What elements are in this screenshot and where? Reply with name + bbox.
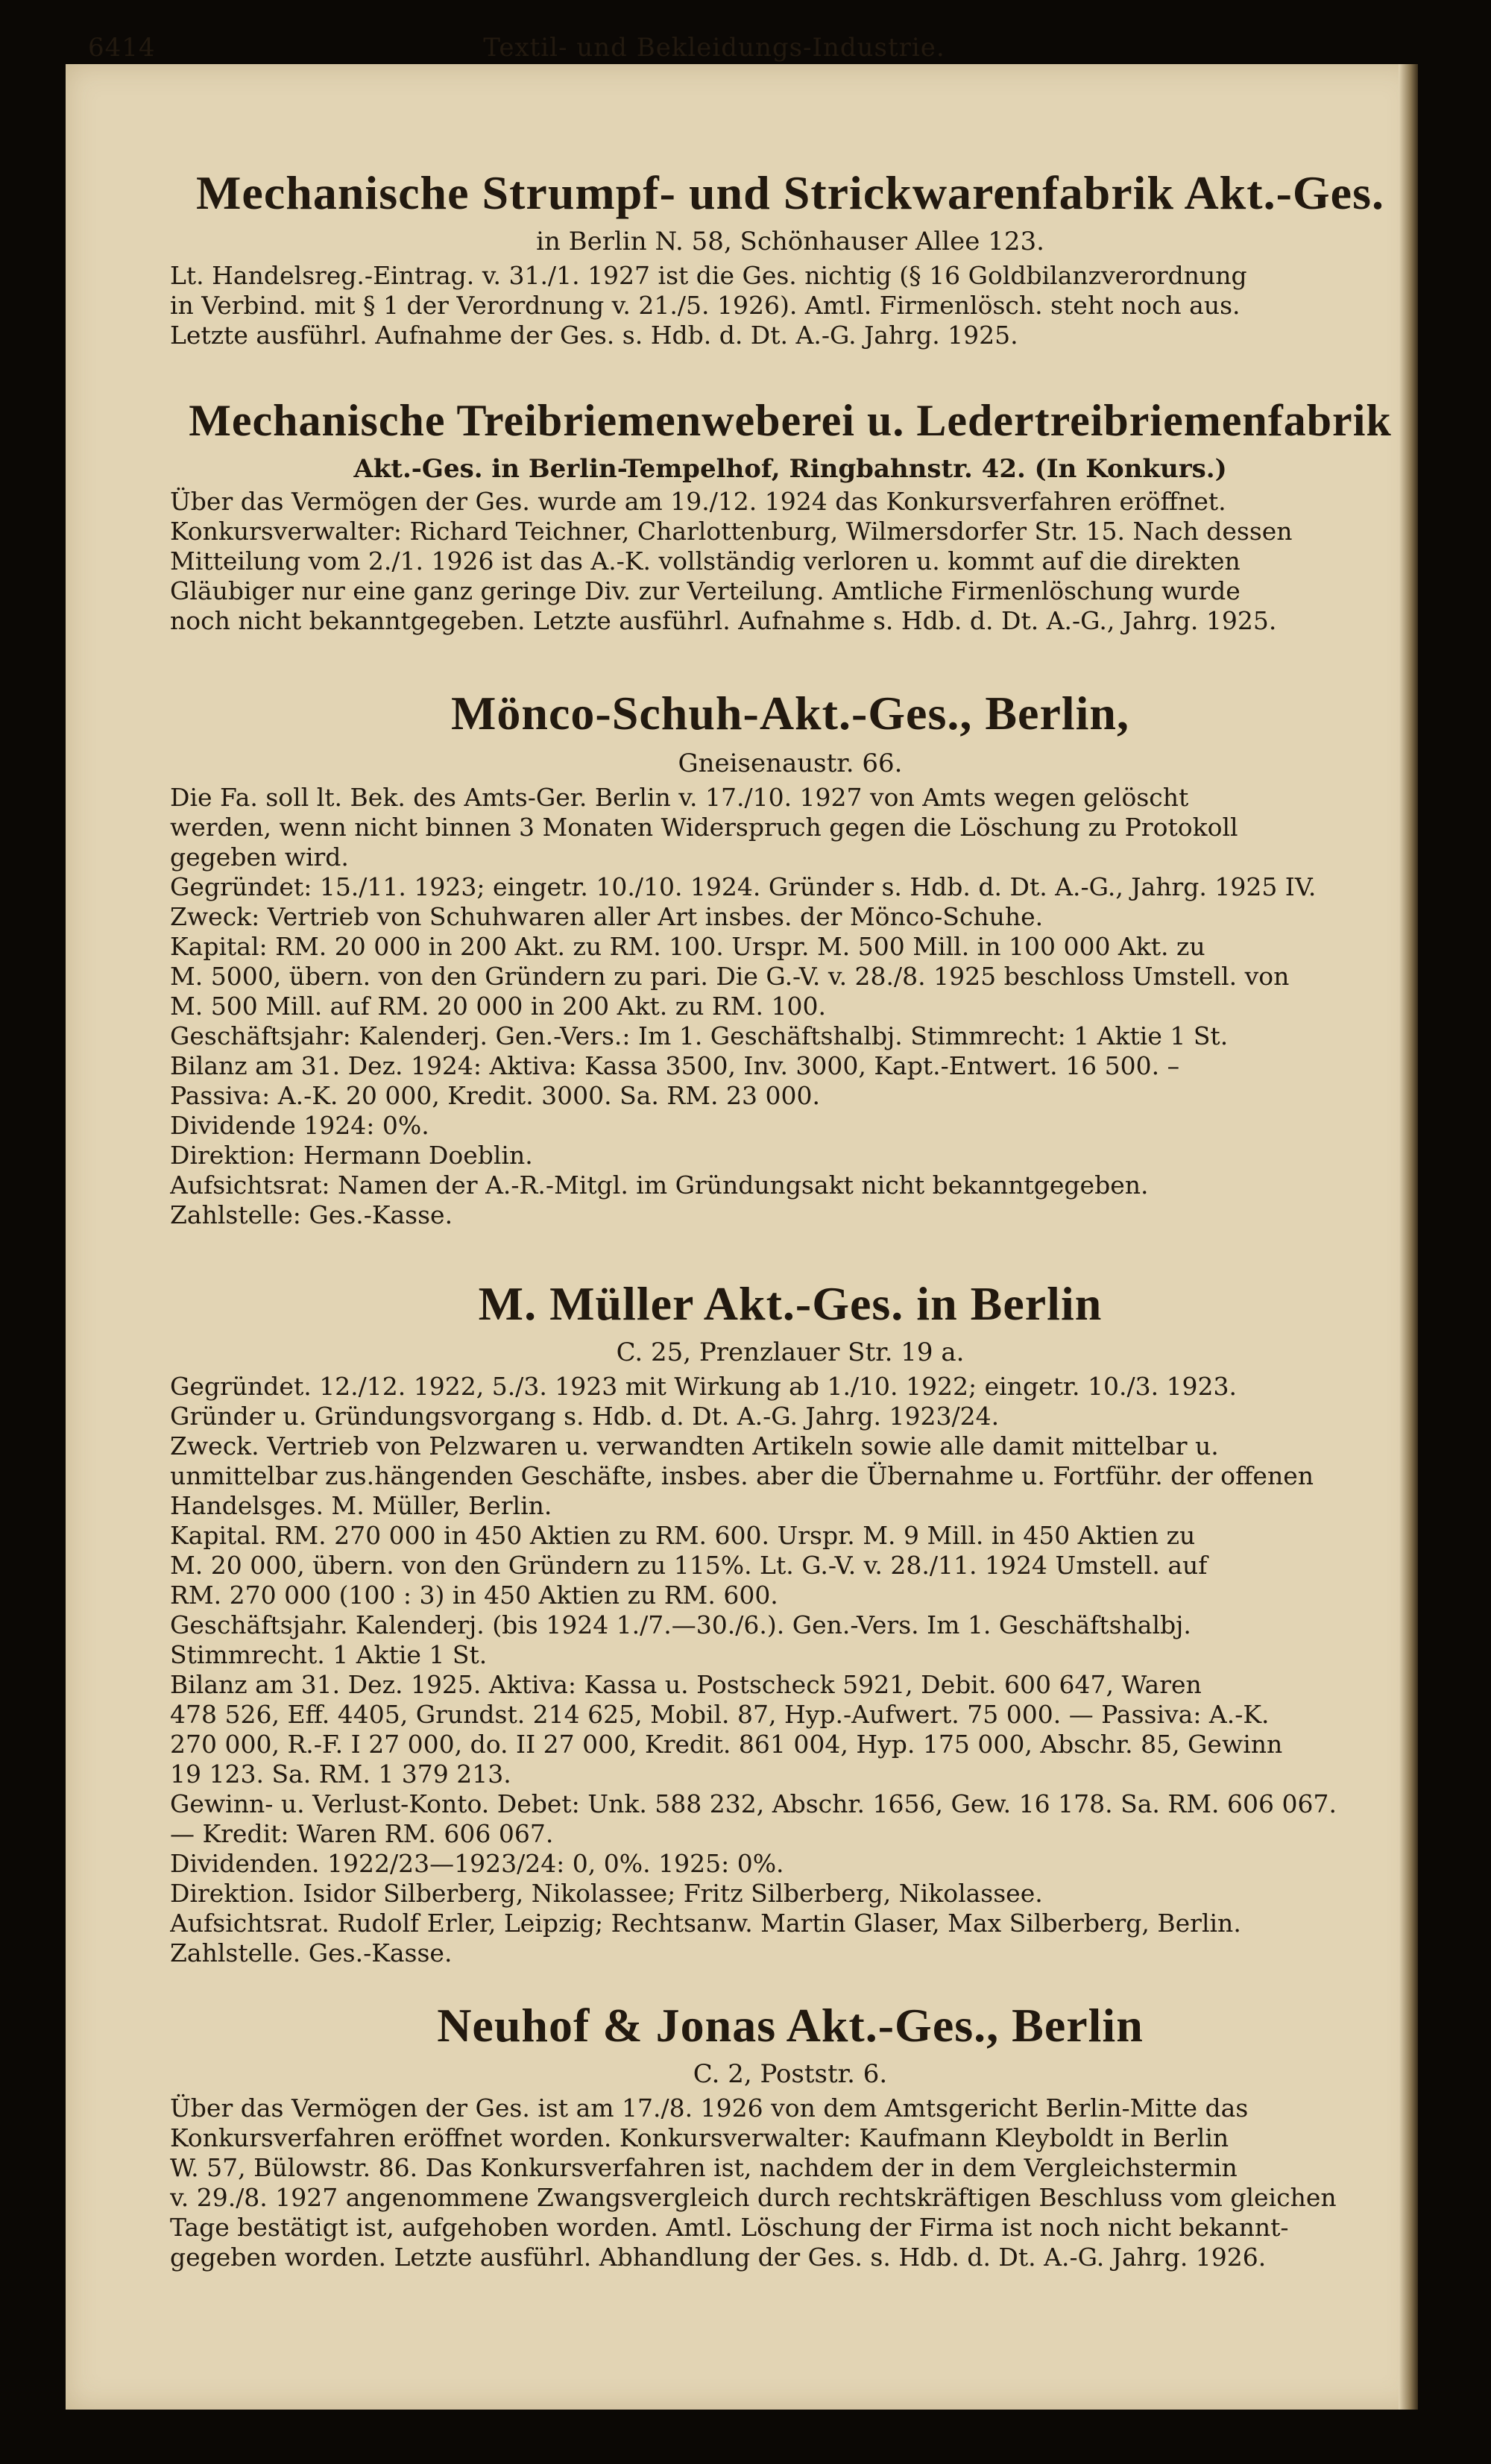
body-line: v. 29./8. 1927 angenommene Zwangsvergleich durch rechtskräftigen Beschluss vom gleichen (170, 2183, 1337, 2212)
body-line: Gegründet. 12./12. 1922, 5./3. 1923 mit Wirkung ab 1./10. 1922; eingetr. 10./3. 1923. (170, 1372, 1238, 1401)
body-line: Konkursverfahren eröffnet worden. Konkursverwalter: Kaufmann Kleyboldt in Berlin (170, 2123, 1229, 2152)
body-line: M. 5000, übern. von den Gründern zu pari. Die G.-V. v. 28./8. 1925 beschloss Umstell. von (170, 962, 1290, 991)
body-line: Gläubiger nur eine ganz geringe Div. zur Verteilung. Amtliche Firmenlöschung wurde (170, 576, 1241, 605)
body-line: M. 500 Mill. auf RM. 20 000 in 200 Akt. zu RM. 100. (170, 992, 826, 1021)
running-header (88, 33, 1415, 78)
body-line: Zweck: Vertrieb von Schuhwaren aller Art insbes. der Mönco-Schuhe. (170, 902, 1044, 931)
body-line: 478 526, Eff. 4405, Grundst. 214 625, Mobil. 87, Hyp.-Aufwert. 75 000. — Passiva: A.-K. (170, 1700, 1270, 1729)
entry-body (170, 487, 1410, 636)
entry-heading: Mönco-Schuh-Akt.-Ges., Berlin, (451, 687, 1129, 740)
body-line: — Kredit: Waren RM. 606 067. (170, 1819, 554, 1848)
body-line: Aufsichtsrat. Rudolf Erler, Leipzig; Rechtsanw. Martin Glaser, Max Silberberg, Berlin. (170, 1909, 1241, 1938)
entry-strumpf (170, 166, 1410, 350)
body-line: Handelsges. M. Müller, Berlin. (170, 1491, 552, 1520)
entry-body (170, 1372, 1410, 1968)
entry-body (170, 261, 1410, 350)
body-line: Letzte ausführl. Aufnahme der Ges. s. Hdb. d. Dt. A.-G. Jahrg. 1925. (170, 321, 1018, 350)
body-line: Gewinn- u. Verlust-Konto. Debet: Unk. 588 232, Abschr. 1656, Gew. 16 178. Sa. RM. 606 067. (170, 1789, 1337, 1818)
body-line: Die Fa. soll lt. Bek. des Amts-Ger. Berlin v. 17./10. 1927 von Amts wegen gelöscht (170, 783, 1189, 812)
body-line: Kapital: RM. 20 000 in 200 Akt. zu RM. 100. Urspr. M. 500 Mill. in 100 000 Akt. zu (170, 932, 1205, 961)
body-line: Mitteilung vom 2./1. 1926 ist das A.-K. vollständig verloren u. kommt auf die direkten (170, 546, 1241, 576)
body-line: Zweck. Vertrieb von Pelzwaren u. verwandten Artikeln sowie alle damit mittelbar u. (170, 1431, 1219, 1461)
entry-body (170, 2093, 1410, 2272)
entry-neuhof (170, 1998, 1410, 2272)
entry-subheading: C. 25, Prenzlauer Str. 19 a. (616, 1337, 965, 1367)
body-line: 270 000, R.-F. I 27 000, do. II 27 000, Kredit. 861 004, Hyp. 175 000, Abschr. 85, Gewinn (170, 1730, 1283, 1759)
body-line: unmittelbar zus.hängenden Geschäfte, insbes. aber die Übernahme u. Fortführ. der offenen (170, 1461, 1314, 1490)
body-line: Geschäftsjahr: Kalenderj. Gen.-Vers.: Im 1. Geschäftshalbj. Stimmrecht: 1 Aktie 1 St. (170, 1021, 1229, 1050)
body-line: noch nicht bekanntgegeben. Letzte ausführl. Aufnahme s. Hdb. d. Dt. A.-G., Jahrg. 1925. (170, 606, 1277, 635)
body-line: Geschäftsjahr. Kalenderj. (bis 1924 1./7.—30./6.). Gen.-Vers. Im 1. Geschäftshalbj. (170, 1610, 1191, 1639)
entry-subheading: Akt.-Ges. in Berlin-Tempelhof, Ringbahnstr. 42. (In Konkurs.) (353, 454, 1227, 484)
entry-subheading: in Berlin N. 58, Schönhauser Allee 123. (536, 227, 1044, 256)
entry-body (170, 783, 1410, 1230)
body-line: Konkursverwalter: Richard Teichner, Charlottenburg, Wilmersdorfer Str. 15. Nach dessen (170, 517, 1293, 546)
body-line: Über das Vermögen der Ges. ist am 17./8. 1926 von dem Amtsgericht Berlin-Mitte das (170, 2093, 1249, 2123)
body-line: Direktion. Isidor Silberberg, Nikolassee; Fritz Silberberg, Nikolassee. (170, 1879, 1043, 1908)
body-line: Dividenden. 1922/23—1923/24: 0, 0%. 1925: 0%. (170, 1849, 784, 1878)
entry-moenco (170, 686, 1410, 1230)
entry-mueller (170, 1276, 1410, 1968)
body-line: RM. 270 000 (100 : 3) in 450 Aktien zu RM. 600. (170, 1581, 778, 1610)
entry-subheading: Gneisenaustr. 66. (678, 749, 903, 778)
body-line: Dividende 1924: 0%. (170, 1111, 429, 1140)
body-line: in Verbind. mit § 1 der Verordnung v. 21./5. 1926). Amtl. Firmenlösch. steht noch aus. (170, 291, 1241, 320)
entry-heading: Mechanische Strumpf- und Strickwarenfabrik Akt.-Ges. (196, 166, 1384, 219)
body-line: M. 20 000, übern. von den Gründern zu 115%. Lt. G.-V. v. 28./11. 1924 Umstell. auf (170, 1551, 1208, 1580)
body-line: W. 57, Bülowstr. 86. Das Konkursverfahren ist, nachdem der in dem Vergleichstermin (170, 2153, 1238, 2182)
running-title: Textil- und Bekleidungs-Industrie. (483, 33, 945, 63)
body-line: Lt. Handelsreg.-Eintrag. v. 31./1. 1927 ist die Ges. nichtig (§ 16 Goldbilanzverordnung (170, 261, 1247, 290)
body-line: Bilanz am 31. Dez. 1924: Aktiva: Kassa 3500, Inv. 3000, Kapt.-Entwert. 16 500. – (170, 1051, 1180, 1080)
body-line: Tage bestätigt ist, aufgehoben worden. Amtl. Löschung der Firma ist noch nicht bekannt- (170, 2213, 1289, 2242)
body-line: gegeben wird. (170, 842, 349, 872)
body-line: gegeben worden. Letzte ausführl. Abhandlung der Ges. s. Hdb. d. Dt. A.-G. Jahrg. 1926. (170, 2243, 1267, 2272)
body-line: Zahlstelle: Ges.-Kasse. (170, 1200, 453, 1229)
entry-heading: M. Müller Akt.-Ges. in Berlin (478, 1277, 1103, 1330)
page-number: 6414 (88, 33, 156, 63)
entry-heading: Neuhof & Jonas Akt.-Ges., Berlin (437, 1999, 1144, 2052)
body-line: Direktion: Hermann Doeblin. (170, 1141, 533, 1170)
body-line: Passiva: A.-K. 20 000, Kredit. 3000. Sa. RM. 23 000. (170, 1081, 820, 1110)
body-line: Aufsichtsrat: Namen der A.-R.-Mitgl. im Gründungsakt nicht bekanntgegeben. (170, 1170, 1149, 1200)
body-line: Gegründet: 15./11. 1923; eingetr. 10./10. 1924. Gründer s. Hdb. d. Dt. A.-G., Jahrg. 1925 IV. (170, 872, 1317, 901)
body-line: werden, wenn nicht binnen 3 Monaten Widerspruch gegen die Löschung zu Protokoll (170, 813, 1238, 842)
body-line: Zahlstelle. Ges.-Kasse. (170, 1938, 453, 1967)
body-line: Kapital. RM. 270 000 in 450 Aktien zu RM. 600. Urspr. M. 9 Mill. in 450 Aktien zu (170, 1521, 1196, 1550)
entry-subheading: C. 2, Poststr. 6. (693, 2059, 888, 2089)
entry-heading: Mechanische Treibriemenweberei u. Ledertreibriemenfabrik (189, 396, 1392, 445)
body-line: Über das Vermögen der Ges. wurde am 19./12. 1924 das Konkursverfahren eröffnet. (170, 487, 1226, 516)
body-line: Bilanz am 31. Dez. 1925. Aktiva: Kassa u. Postscheck 5921, Debit. 600 647, Waren (170, 1670, 1202, 1699)
body-line: Stimmrecht. 1 Aktie 1 St. (170, 1640, 488, 1669)
body-line: 19 123. Sa. RM. 1 379 213. (170, 1759, 511, 1789)
entry-treibriemen (170, 395, 1410, 636)
body-line: Gründer u. Gründungsvorgang s. Hdb. d. Dt. A.-G. Jahrg. 1923/24. (170, 1402, 1000, 1431)
